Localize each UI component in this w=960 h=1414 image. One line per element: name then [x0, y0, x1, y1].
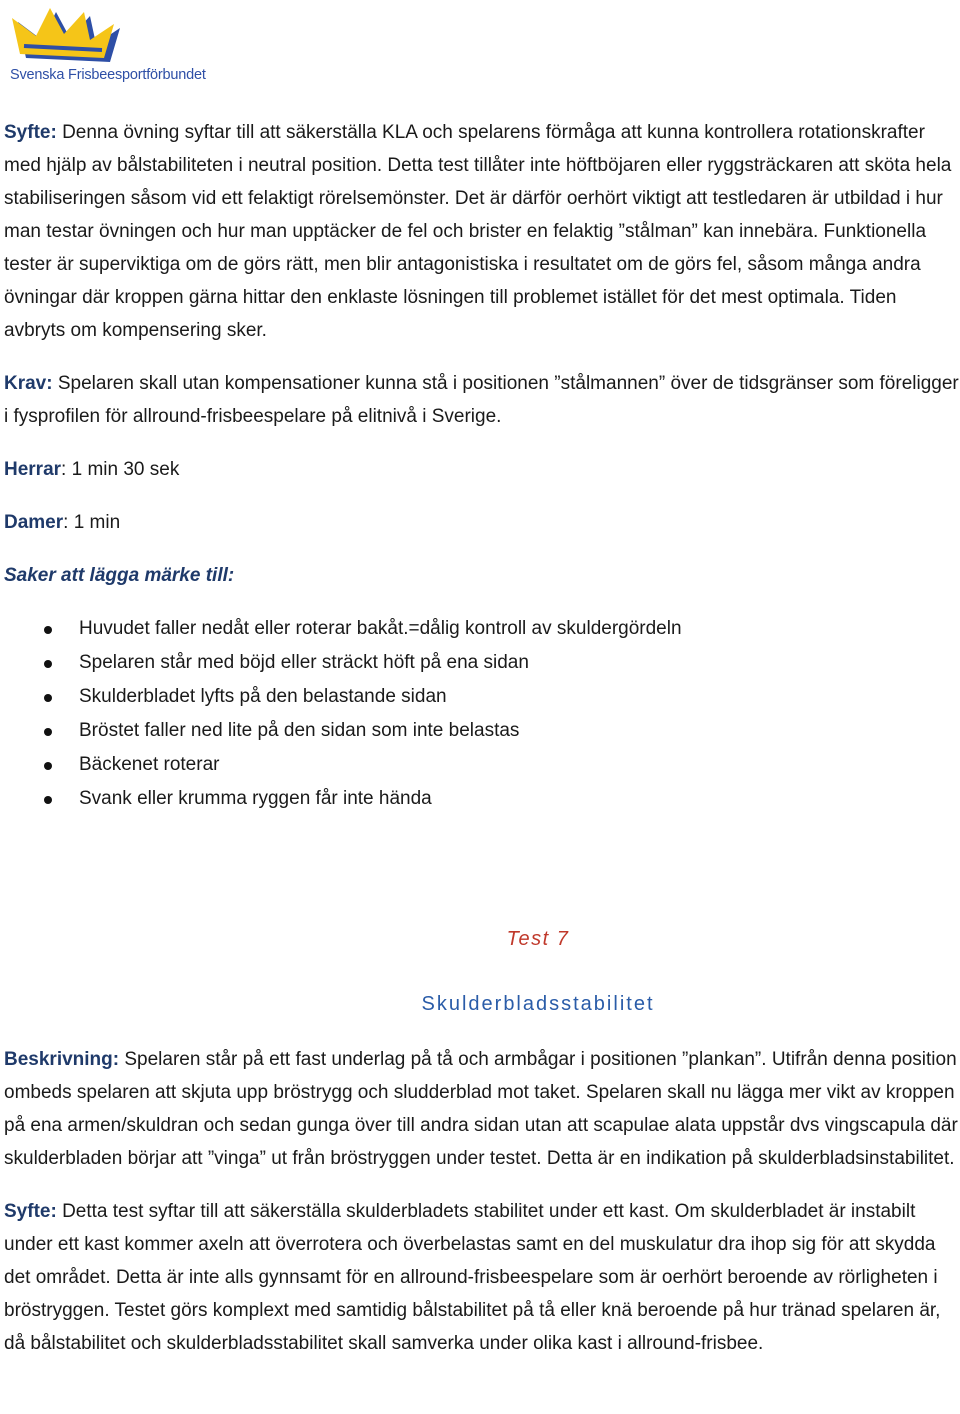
- damer-line: [4, 506, 960, 539]
- bullet-icon: [44, 694, 52, 702]
- herrar-value: : 1 min 30 sek: [61, 459, 180, 480]
- syfte-text-2: Detta test syftar till att säkerställa skulderbladets stabilitet under ett kast. Om skulderbladet är instabilt under ett kast kommer axeln att överrotera och överbelastas samt en del muskulatur dra ihop sig för att skydda det området. Detta är inte alls gynnsamt för en allround-frisbeespelare som är oerhört beroende av rörligheten i bröstryggen. Testet görs komplext med samtidig bålstabilitet på tå eller knä beroende på hur tränad spelaren är, då bålstabilitet och skulderbladsstabilitet skall samverka under olika kast i allround-frisbee.: [4, 1201, 941, 1354]
- list-item-text: Bäckenet roterar: [79, 754, 220, 775]
- beskrivning-text: Spelaren står på ett fast underlag på tå och armbågar i positionen ”plankan”. Utifrån denna position ombeds spelaren att skjuta upp bröstrygg och sludderblad mot taket. Spelaren skall nu lägga mer vikt av kroppen på ena armen/skuldran och sedan gunga över till andra sidan utan att scapulae alata uppstår dvs vingscapula där skulderbladen börjar att ”vinga” ut från bröstryggen under testet. Detta är en indikation på skulderbladsinstabilitet.: [4, 1049, 958, 1169]
- bullet-icon: [44, 660, 52, 668]
- bullet-icon: [44, 626, 52, 634]
- damer-label: Damer: [4, 512, 64, 533]
- syfte-text: Denna övning syftar till att säkerställa KLA och spelarens förmåga att kunna kontrollera rotationskrafter med hjälp av bålstabiliteten i neutral position. Detta test tillåter inte höftböjaren eller ryggsträckaren att sköta hela stabiliseringen såsom vid ett felaktigt rörelsemönster. Det är därför oerhört viktigt att testledaren är utbildad i hur man testar övningen och hur man upptäcker de fel och brister en felaktig ”stålman” kan innebära. Funktionella tester är superviktiga om de görs rätt, men blir antagonistiska i resultatet om de görs fel, såsom många andra övningar där kroppen gärna hittar den enklaste lösningen till problemet istället för det mest optimala. Tiden avbryts om kompensering sker.: [4, 122, 952, 341]
- list-item: [4, 680, 960, 714]
- list-item: [4, 612, 960, 646]
- bullet-icon: [44, 728, 52, 736]
- bullet-icon: [44, 796, 52, 804]
- list-item: [4, 646, 960, 680]
- herrar-line: [4, 453, 960, 486]
- test-subtitle: Skulderbladsstabilitet: [421, 993, 655, 1015]
- list-item: [4, 782, 960, 816]
- damer-value: : 1 min: [63, 512, 121, 533]
- krav-text: Spelaren skall utan kompensationer kunna stå i positionen ”stålmannen” över de tidsgränser som föreligger i fysprofilen för allround-frisbeespelare på elitnivå i Sverige.: [4, 373, 959, 427]
- syfte-paragraph-2: [4, 1195, 960, 1360]
- logo: [6, 4, 218, 88]
- list-item-text: Skulderbladet lyfts på den belastande sidan: [79, 686, 447, 707]
- syfte-label-2: Syfte:: [4, 1201, 57, 1222]
- bullet-list: [4, 612, 960, 816]
- syfte-paragraph: [4, 116, 960, 347]
- list-item-text: Spelaren står med böjd eller sträckt höft på ena sidan: [79, 652, 529, 673]
- test-title: Test 7: [506, 928, 570, 950]
- list-item-text: Bröstet faller ned lite på den sidan som inte belastas: [79, 720, 520, 741]
- krav-label: Krav:: [4, 373, 53, 394]
- section-test7: [4, 1043, 960, 1360]
- list-item: [4, 748, 960, 782]
- list-item-text: Huvudet faller nedåt eller roterar bakåt.=dålig kontroll av skuldergördeln: [79, 618, 682, 639]
- list-item: [4, 714, 960, 748]
- syfte-label: Syfte:: [4, 122, 57, 143]
- beskrivning-label: Beskrivning:: [4, 1049, 120, 1070]
- beskrivning-paragraph: [4, 1043, 960, 1175]
- krav-paragraph: [4, 367, 960, 433]
- saker-heading: Saker att lägga märke till:: [4, 565, 235, 586]
- org-name: Svenska Frisbeesportförbundet: [10, 67, 206, 83]
- list-item-text: Svank eller krumma ryggen får inte hända: [79, 788, 432, 809]
- bullet-icon: [44, 762, 52, 770]
- herrar-label: Herrar: [4, 459, 62, 480]
- section-stalman: [4, 116, 960, 816]
- crown-icon: [6, 4, 126, 66]
